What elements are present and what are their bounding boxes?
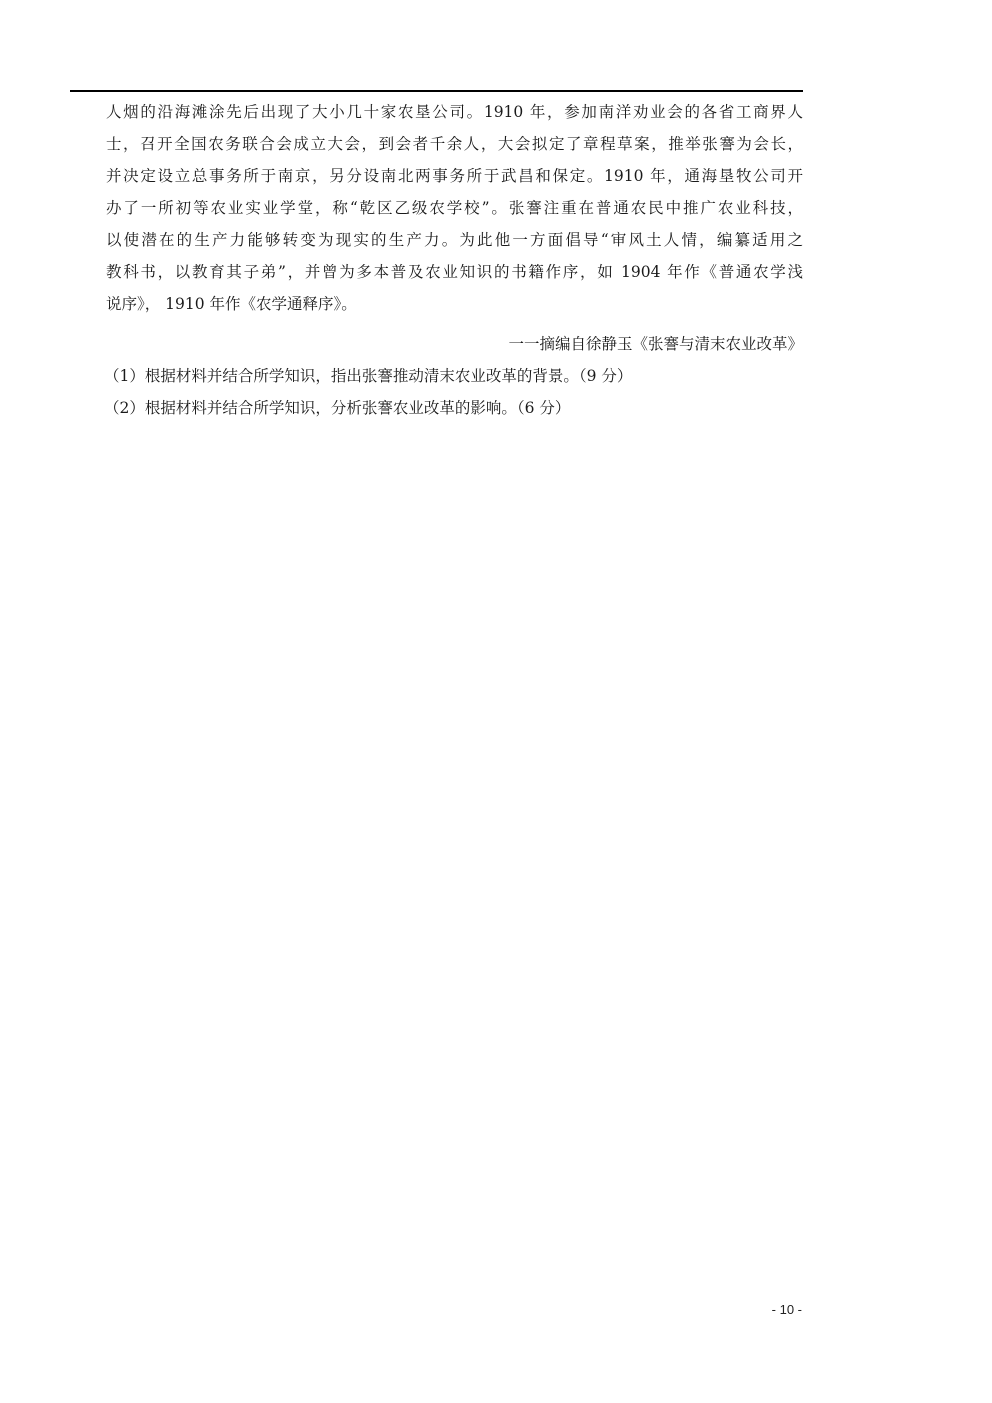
material-line: 以使潜在的生产力能够转变为现实的生产力。为此他一方面倡导“审风土人情，编纂适用之 <box>106 231 803 249</box>
document-body <box>106 96 803 424</box>
material-paragraph <box>106 96 803 320</box>
page-number: - 10 - <box>771 1302 802 1317</box>
source-citation: 一一摘编自徐静玉《张謇与清末农业改革》 <box>508 335 803 353</box>
material-line: 说序》， 1910 年作《农学通释序》。 <box>106 295 357 313</box>
question-1: （1）根据材料并结合所学知识，指出张謇推动清末农业改革的背景。（9 分） <box>104 367 633 385</box>
header-rule <box>70 90 803 92</box>
question-2: （2）根据材料并结合所学知识，分析张謇农业改革的影响。（6 分） <box>104 399 571 417</box>
material-line: 办了一所初等农业实业学堂，称“乾区乙级农学校”。张謇注重在普通农民中推广农业科技， <box>106 199 803 217</box>
material-line: 教科书，以教育其子弟”，并曾为多本普及农业知识的书籍作序，如 1904 年作《普通农学浅 <box>106 263 803 281</box>
material-line: 并决定设立总事务所于南京，另分设南北两事务所于武昌和保定。1910 年，通海垦牧公司开 <box>106 167 803 185</box>
material-line: 人烟的沿海滩涂先后出现了大小几十家农垦公司。1910 年，参加南洋劝业会的各省工商界人 <box>106 103 803 121</box>
material-line: 士，召开全国农务联合会成立大会，到会者千余人，大会拟定了章程草案，推举张謇为会长， <box>106 135 803 153</box>
